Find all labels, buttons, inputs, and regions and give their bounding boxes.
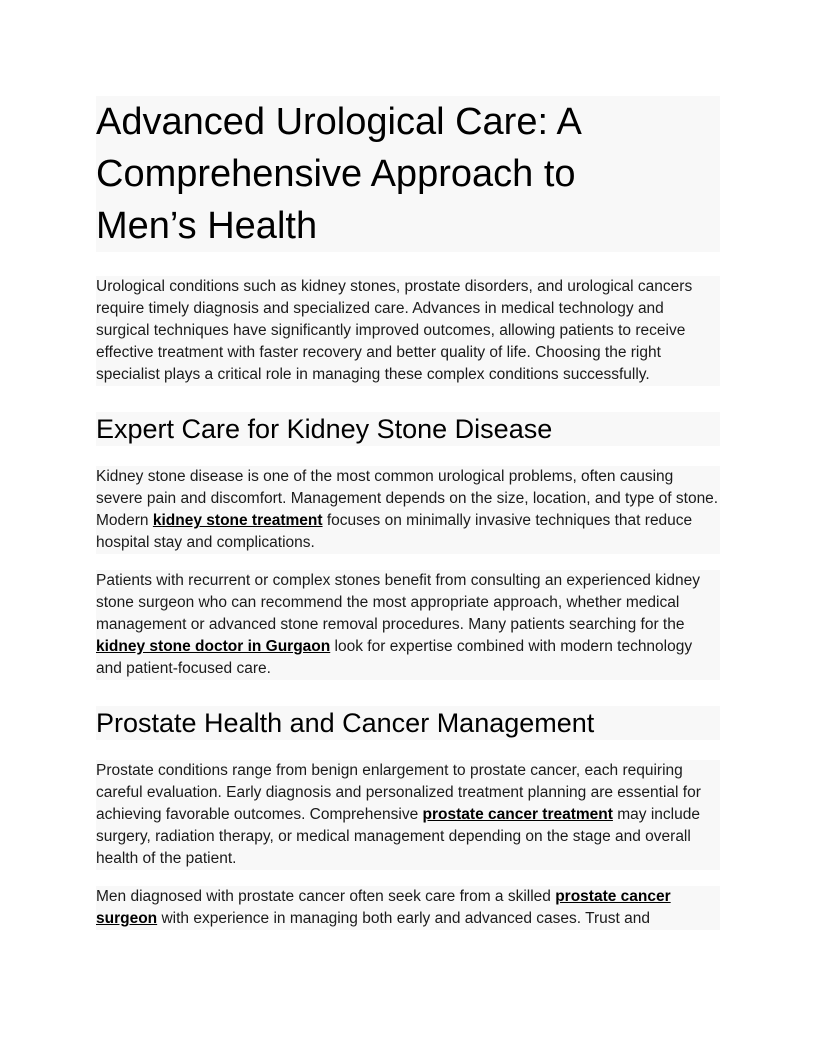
text-run: Patients with recurrent or complex stones benefit from consulting an experienced kidney stone surgeon who can recommend the most appropriate approach, whether medical management or advanced stone removal procedures. Many patients searching for the [96, 572, 700, 633]
inline-link[interactable]: prostate cancer treatment [422, 806, 613, 823]
paragraph-prostate-cancer-treatment [96, 760, 720, 870]
title-line: Men’s Health [96, 205, 318, 247]
paragraph-kidney-stone-surgeon [96, 570, 720, 680]
section-heading-prostate: Prostate Health and Cancer Management [96, 706, 720, 740]
title-line: Advanced Urological Care: A [96, 101, 582, 143]
inline-link[interactable]: prostate cancer surgeon [96, 888, 671, 927]
text-run: may include surgery, radiation therapy, or medical management depending on the stage and overall health of the patient. [96, 806, 700, 867]
inline-link[interactable]: kidney stone doctor in Gurgaon [96, 638, 331, 655]
title-line: Comprehensive Approach to [96, 153, 576, 195]
text-run: Men diagnosed with prostate cancer often seek care from a skilled [96, 888, 556, 905]
paragraph-kidney-stone-treatment [96, 466, 720, 554]
paragraph-prostate-cancer-surgeon [96, 886, 720, 930]
section-heading-kidney-stone: Expert Care for Kidney Stone Disease [96, 412, 720, 446]
text-run: Kidney stone disease is one of the most common urological problems, often causing severe pain and discomfort. Management depends on the size, location, and type of stone. Modern [96, 468, 719, 529]
text-run: Urological conditions such as kidney stones, prostate disorders, and urological cancers require timely diagnosis and specialized care. Advances in medical technology and surgical techniques have significantly improved outcomes, allowing patients to receive effective treatment with faster recovery and better quality of life. Choosing the right specialist plays a critical role in managing these complex conditions successfully. [96, 278, 693, 383]
text-run: look for expertise combined with modern technology and patient-focused care. [96, 638, 693, 677]
text-run: with experience in managing both early and advanced cases. Trust and [157, 910, 651, 927]
text-run: Prostate conditions range from benign enlargement to prostate cancer, each requiring careful evaluation. Early diagnosis and personalized treatment planning are essential for achieving favorable outcomes. Comprehensive [96, 762, 701, 823]
intro-paragraph [96, 276, 720, 386]
inline-link[interactable]: kidney stone treatment [152, 512, 323, 529]
document-title [96, 96, 720, 252]
text-run: focuses on minimally invasive techniques that reduce hospital stay and complications. [96, 512, 693, 551]
